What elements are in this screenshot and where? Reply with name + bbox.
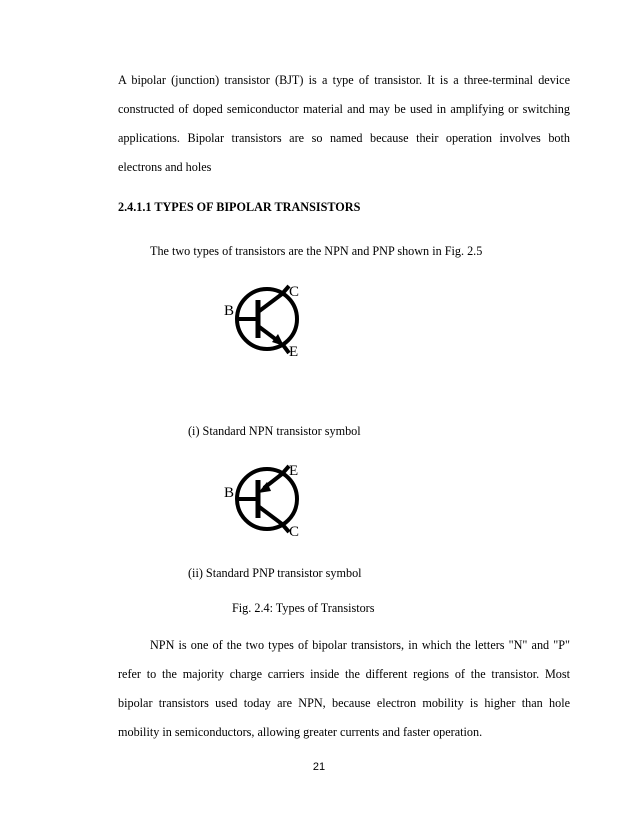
intro-line-2: constructed of doped semiconductor material and may be used in amplifying or switching bbox=[118, 102, 570, 116]
npn-collector-lead bbox=[258, 294, 282, 312]
pnp-label-b: B bbox=[224, 485, 235, 501]
pnp-collector-stub bbox=[282, 524, 289, 532]
body-line-4: mobility in semiconductors, allowing greater currents and faster operation. bbox=[118, 725, 483, 739]
intro-line-1: A bipolar (junction) transistor (BJT) is a type of transistor. It is a three-terminal device bbox=[118, 73, 570, 87]
pnp-label-c: C bbox=[289, 524, 300, 540]
pnp-collector-lead bbox=[258, 506, 282, 524]
pnp-emitter-stub bbox=[282, 466, 289, 474]
npn-transistor-symbol bbox=[220, 278, 310, 360]
npn-label-b: B bbox=[224, 303, 235, 319]
npn-label-c: C bbox=[289, 284, 300, 300]
pnp-caption: (ii) Standard PNP transistor symbol bbox=[188, 566, 362, 580]
pnp-transistor-symbol bbox=[220, 458, 310, 540]
intro-line-4: electrons and holes bbox=[118, 160, 212, 174]
section-heading: 2.4.1.1 TYPES OF BIPOLAR TRANSISTORS bbox=[118, 200, 361, 214]
npn-label-e: E bbox=[289, 344, 299, 360]
body-line-1: NPN is one of the two types of bipolar transistors, in which the letters "N" and "P" bbox=[150, 638, 570, 652]
page-number: 21 bbox=[312, 761, 326, 773]
section-lead: The two types of transistors are the NPN and PNP shown in Fig. 2.5 bbox=[150, 244, 483, 258]
body-line-2: refer to the majority charge carriers inside the different regions of the transistor. Most bbox=[118, 667, 570, 681]
pnp-label-e: E bbox=[289, 463, 299, 479]
figure-caption: Fig. 2.4: Types of Transistors bbox=[232, 601, 375, 615]
npn-collector-stub bbox=[282, 286, 289, 294]
npn-caption: (i) Standard NPN transistor symbol bbox=[188, 424, 361, 438]
intro-line-3: applications. Bipolar transistors are so named because their operation involves both bbox=[118, 131, 570, 145]
body-paragraph bbox=[118, 631, 570, 747]
body-line-3: bipolar transistors used today are NPN, because electron mobility is higher than hole bbox=[118, 696, 570, 710]
intro-paragraph bbox=[118, 66, 570, 182]
